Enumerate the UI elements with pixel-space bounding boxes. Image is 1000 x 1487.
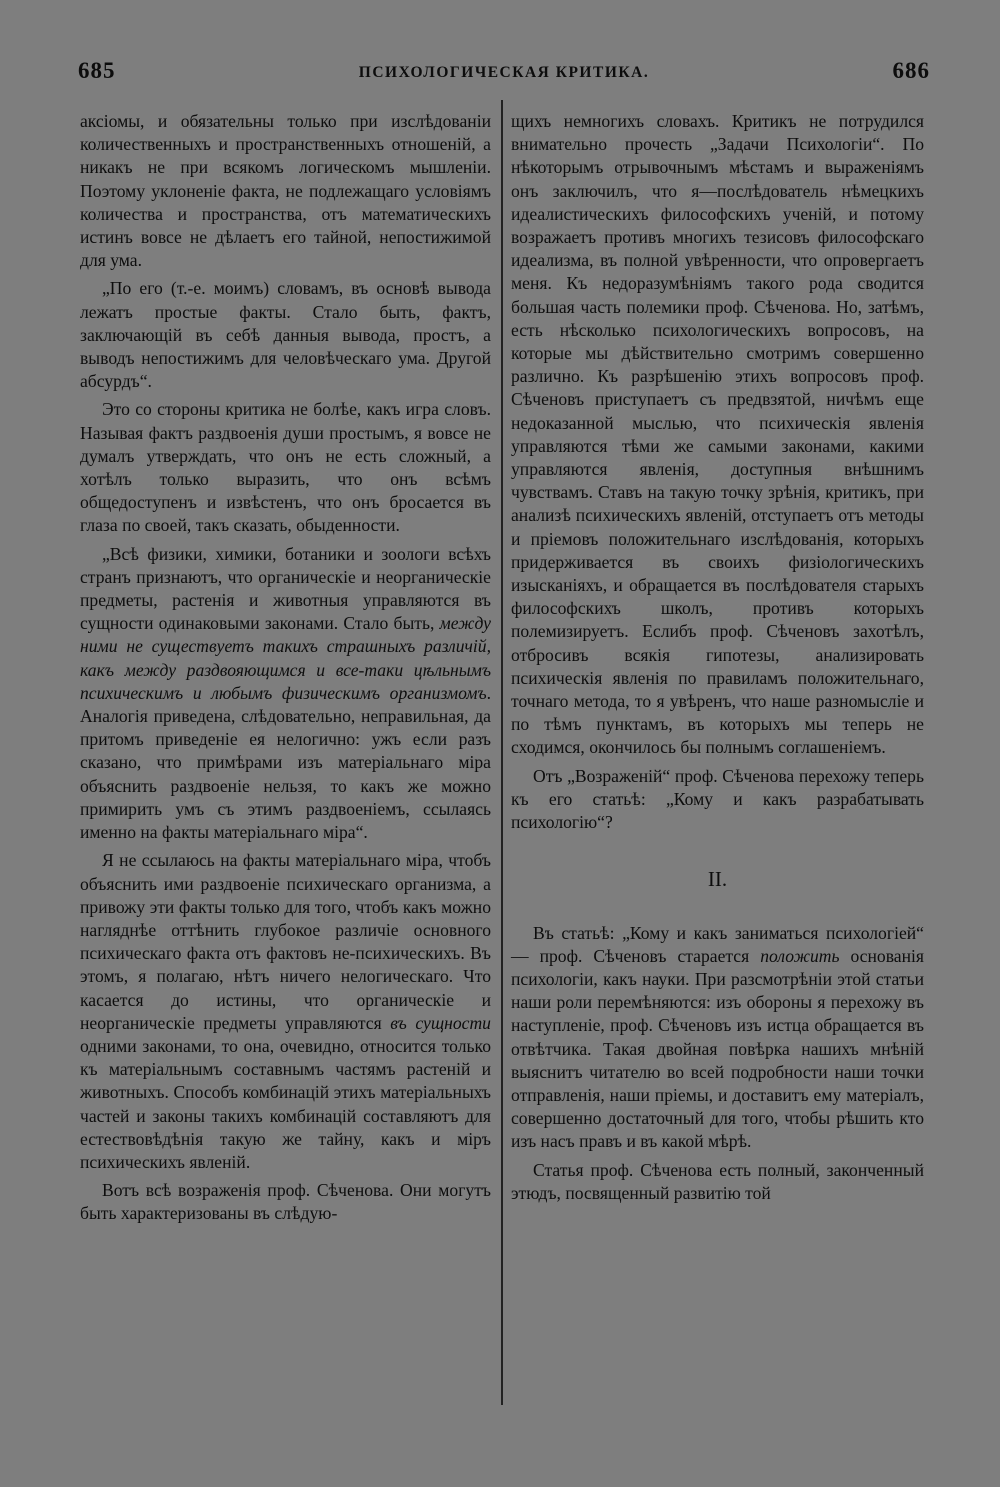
- paragraph: [80, 849, 491, 1174]
- paragraph: Отъ „Возраженій“ проф. Сѣченова перехожу теперь къ его статьѣ: „Кому и какъ разрабатывать психологію“?: [511, 765, 924, 833]
- paragraph: щихъ немногихъ словахъ. Критикъ не потрудился внимательно прочесть „Задачи Психологіи“. По нѣкоторымъ отрывочнымъ мѣстамъ и выраженіямъ онъ заключилъ, что я—послѣдователь нѣмецкихъ идеалистическихъ философскихъ ученій, и потому возражаетъ противъ многихъ тезисовъ философскаго идеализма, въ полной увѣренности, что опровергаетъ меня. Къ недоразумѣніямъ такого рода сводится большая часть полемики проф. Сѣченова. Но, затѣмъ, есть нѣсколько психологическихъ вопросовъ, на которые мы дѣйствительно смотримъ совершенно различно. Къ разрѣшенію этихъ вопросовъ проф. Сѣченовъ приступаетъ съ предвзятой, ничѣмъ еще недоказанной мыслью, что психическія явленія управляются тѣми же самыми законами, какими управляются явленія, доступныя внѣшнимъ чувствамъ. Ставъ на такую точку зрѣнія, критикъ, при анализѣ психическихъ явленій, отступаетъ отъ методы и пріемовъ положительнаго изслѣдованія, которыхъ придерживается въ своихъ физіологическихъ изысканіяхъ, и обращается въ послѣдователя старыхъ философскихъ школъ, противъ которыхъ полемизируетъ. Еслибъ проф. Сѣченовъ захотѣлъ, отбросивъ всякія гипотезы, анализировать психическія явленія по правиламъ положительнаго, точнаго метода, то я увѣренъ, что наше разномысліе и по тѣмъ пунктамъ, въ которыхъ мы теперь не сходимся, окончилось бы полнымъ соглашеніемъ.: [511, 111, 924, 758]
- left-column: [80, 110, 491, 1231]
- paragraph: аксіомы, и обязательны только при изслѣдованіи количественныхъ и пространственныхъ отношеній, а никакъ не при всякомъ логическомъ мышленіи. Поэтому уклоненіе факта, не подлежащаго условіямъ количества и пространства, отъ математическихъ истинъ вовсе не дѣлаетъ его тайной, непостижимой для ума.: [80, 111, 491, 271]
- right-column: [511, 110, 924, 1210]
- paragraph: „По его (т.-е. моимъ) словамъ, въ основѣ вывода лежатъ простые факты. Стало быть, фактъ, заключающій въ себѣ данныя вывода, простъ, а выводъ непостижимъ для человѣческаго ума. Другой абсурдъ“.: [80, 278, 491, 392]
- text-run: . Аналогія приведена, слѣдовательно, неправильная, да притомъ приведеніе ея нелогично: ужъ если разъ сказано, что примѣрами изъ матеріальнаго міра объяснить раздвоеніе нельзя, то какъ же можно примирить умъ съ этимъ раздвоеніемъ, ссылаясь именно на факты матеріальнаго міра“.: [80, 682, 491, 843]
- paragraph: [511, 922, 924, 1154]
- section-heading: II.: [707, 867, 728, 892]
- emphasis-text: въ сущности: [390, 1012, 491, 1033]
- page-number-left: 685: [78, 58, 116, 83]
- text-run: Я не ссылаюсь на факты матеріальнаго міра, чтобъ объяснить ими раздвоеніе психическаго организма, а привожу эти факты только для того, чтобъ какъ можно нагляднѣе оттѣнить глубокое различіе основного психическаго факта отъ фактовъ не-психическихъ. Въ этомъ, я полагаю, нѣтъ ничего нелогическаго. Что касается до истины, что органическіе и неорганическіе предметы управляются: [80, 850, 491, 1033]
- text-run: одними законами, то она, очевидно, относится только къ матеріальнымъ составнымъ частямъ растеній и животныхъ. Способъ комбинацій этихъ матеріальныхъ частей и законы такихъ комбинацій составляютъ для естествовѣдѣнія такую же тайну, какъ и міръ психическихъ явленій.: [80, 1035, 491, 1172]
- emphasis-text: положить: [760, 945, 840, 966]
- column-divider: [501, 100, 503, 1405]
- text-run: основанія психологіи, какъ науки. При разсмотрѣніи этой статьи наши роли перемѣняются: изъ обороны я перехожу въ наступленіе, проф. Сѣченовъ изъ истца обращается въ отвѣтчика. Такая двойная повѣрка нашихъ мнѣній выяснитъ читателю во всей подробности наши точки отправленія, наши пріемы, и доставитъ ему матеріалъ, совершенно достаточный для того, чтобы рѣшить кто изъ насъ правъ и въ какой мѣрѣ.: [511, 945, 924, 1152]
- paragraph: Статья проф. Сѣченова есть полный, законченный этюдъ, посвященный развитію той: [511, 1159, 924, 1203]
- page-number-right: 686: [892, 58, 930, 83]
- running-header: [78, 58, 930, 92]
- paragraph: [80, 543, 491, 845]
- running-title: ПСИХОЛОГИЧЕСКАЯ КРИТИКА.: [358, 64, 650, 81]
- paragraph: Это со стороны критика не болѣе, какъ игра словъ. Называя фактъ раздвоенія души простымъ, я вовсе не думалъ утверждать, что онъ не есть сложный, а хотѣлъ только выразить, что онъ всѣмъ общедоступенъ и извѣстенъ, что онъ бросается въ глаза по своей, такъ сказать, обыденности.: [80, 399, 491, 536]
- paragraph: Вотъ всѣ возраженія проф. Сѣченова. Они могутъ быть характеризованы въ слѣдую-: [80, 1180, 491, 1224]
- text-run: „Всѣ физики, химики, ботаники и зоологи всѣхъ странъ признаютъ, что органическіе и неорганическіе предметы, растенія и животныя управляются въ сущности одинаковыми законами. Стало быть,: [80, 543, 491, 634]
- text-run: Въ статьѣ: „Кому и какъ заниматься психологіей“ — проф. Сѣченовъ старается: [511, 922, 924, 966]
- emphasis-text: между ними не существуетъ такихъ страшныхъ различій, какъ между раздвояющимся и все-таки цѣльнымъ психическимъ и любымъ физическимъ организмомъ: [80, 613, 491, 703]
